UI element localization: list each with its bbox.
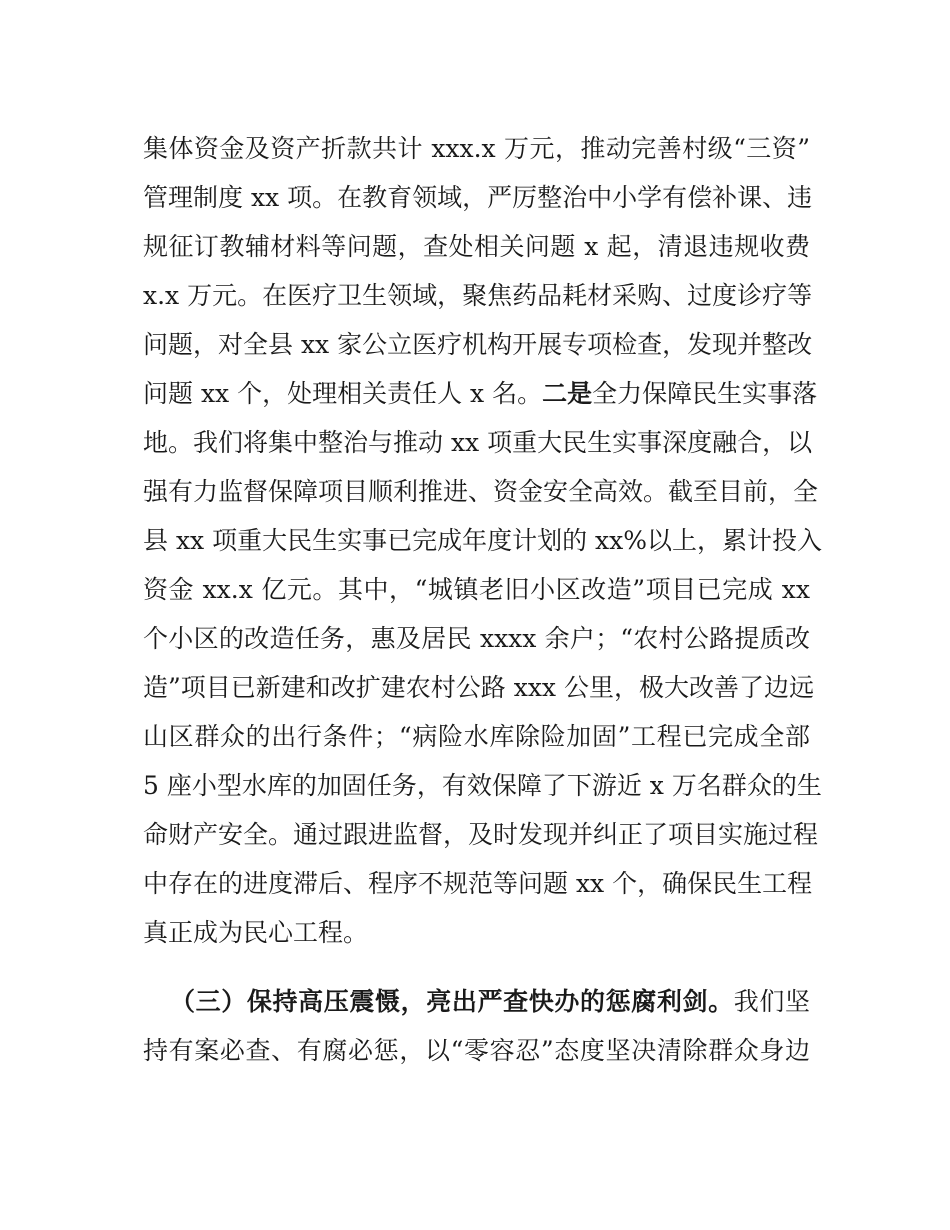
text-line: 管理制度 xx 项。在教育领域，严厉整治中小学有偿补课、违 bbox=[143, 183, 813, 212]
text-line: 持有案必查、有腐必惩，以“零容忍”态度坚决清除群众身边 bbox=[143, 1036, 810, 1065]
section-heading-line bbox=[170, 977, 810, 1026]
text-line: x.x 万元。在医疗卫生领域，聚焦药品耗材采购、过度诊疗等 bbox=[143, 281, 813, 310]
text-line: 命财产安全。通过跟进监督，及时发现并纠正了项目实施过程 bbox=[143, 820, 819, 849]
text-line: 资金 xx.x 亿元。其中，“城镇老旧小区改造”项目已完成 xx bbox=[143, 575, 810, 604]
text-line: 造”项目已新建和改扩建农村公路 xxx 公里，极大改善了边远 bbox=[143, 673, 814, 702]
text-line: 县 xx 项重大民生实事已完成年度计划的 xx%以上，累计投入 bbox=[143, 526, 822, 555]
text-line: 中存在的进度滞后、程序不规范等问题 xx 个，确保民生工程 bbox=[143, 869, 813, 898]
text-line: 山区群众的出行条件；“病险水库除险加固”工程已完成全部 bbox=[143, 722, 810, 751]
text-line: 规征订教辅材料等问题，查处相关问题 x 起，清退违规收费 bbox=[143, 232, 810, 261]
text-line: 个小区的改造任务，惠及居民 xxxx 余户；“农村公路提质改 bbox=[143, 624, 810, 653]
text-segment: 全力保障民生实事落 bbox=[592, 379, 818, 408]
text-line: 集体资金及资产折款共计 xxx.x 万元，推动完善村级“三资” bbox=[143, 134, 810, 163]
text-line: 真正成为民心工程。 bbox=[143, 918, 369, 947]
bold-lead-phrase: 二是 bbox=[542, 379, 593, 408]
text-segment: 问题 xx 个，处理相关责任人 x 名。 bbox=[143, 379, 543, 408]
text-line: 强有力监督保障项目顺利推进、资金安全高效。截至目前，全 bbox=[143, 477, 819, 506]
text-line: 5 座小型水库的加固任务，有效保障了下游近 x 万名群众的生 bbox=[143, 771, 822, 800]
text-line bbox=[143, 369, 818, 418]
section-heading: （三）保持高压震慑，亮出严查快办的惩腐利剑。 bbox=[170, 987, 734, 1016]
text-line: 地。我们将集中整治与推动 xx 项重大民生实事深度融合，以 bbox=[143, 428, 813, 457]
text-segment: 我们坚 bbox=[733, 987, 810, 1016]
text-line: 问题，对全县 xx 家公立医疗机构开展专项检查，发现并整改 bbox=[143, 330, 813, 359]
